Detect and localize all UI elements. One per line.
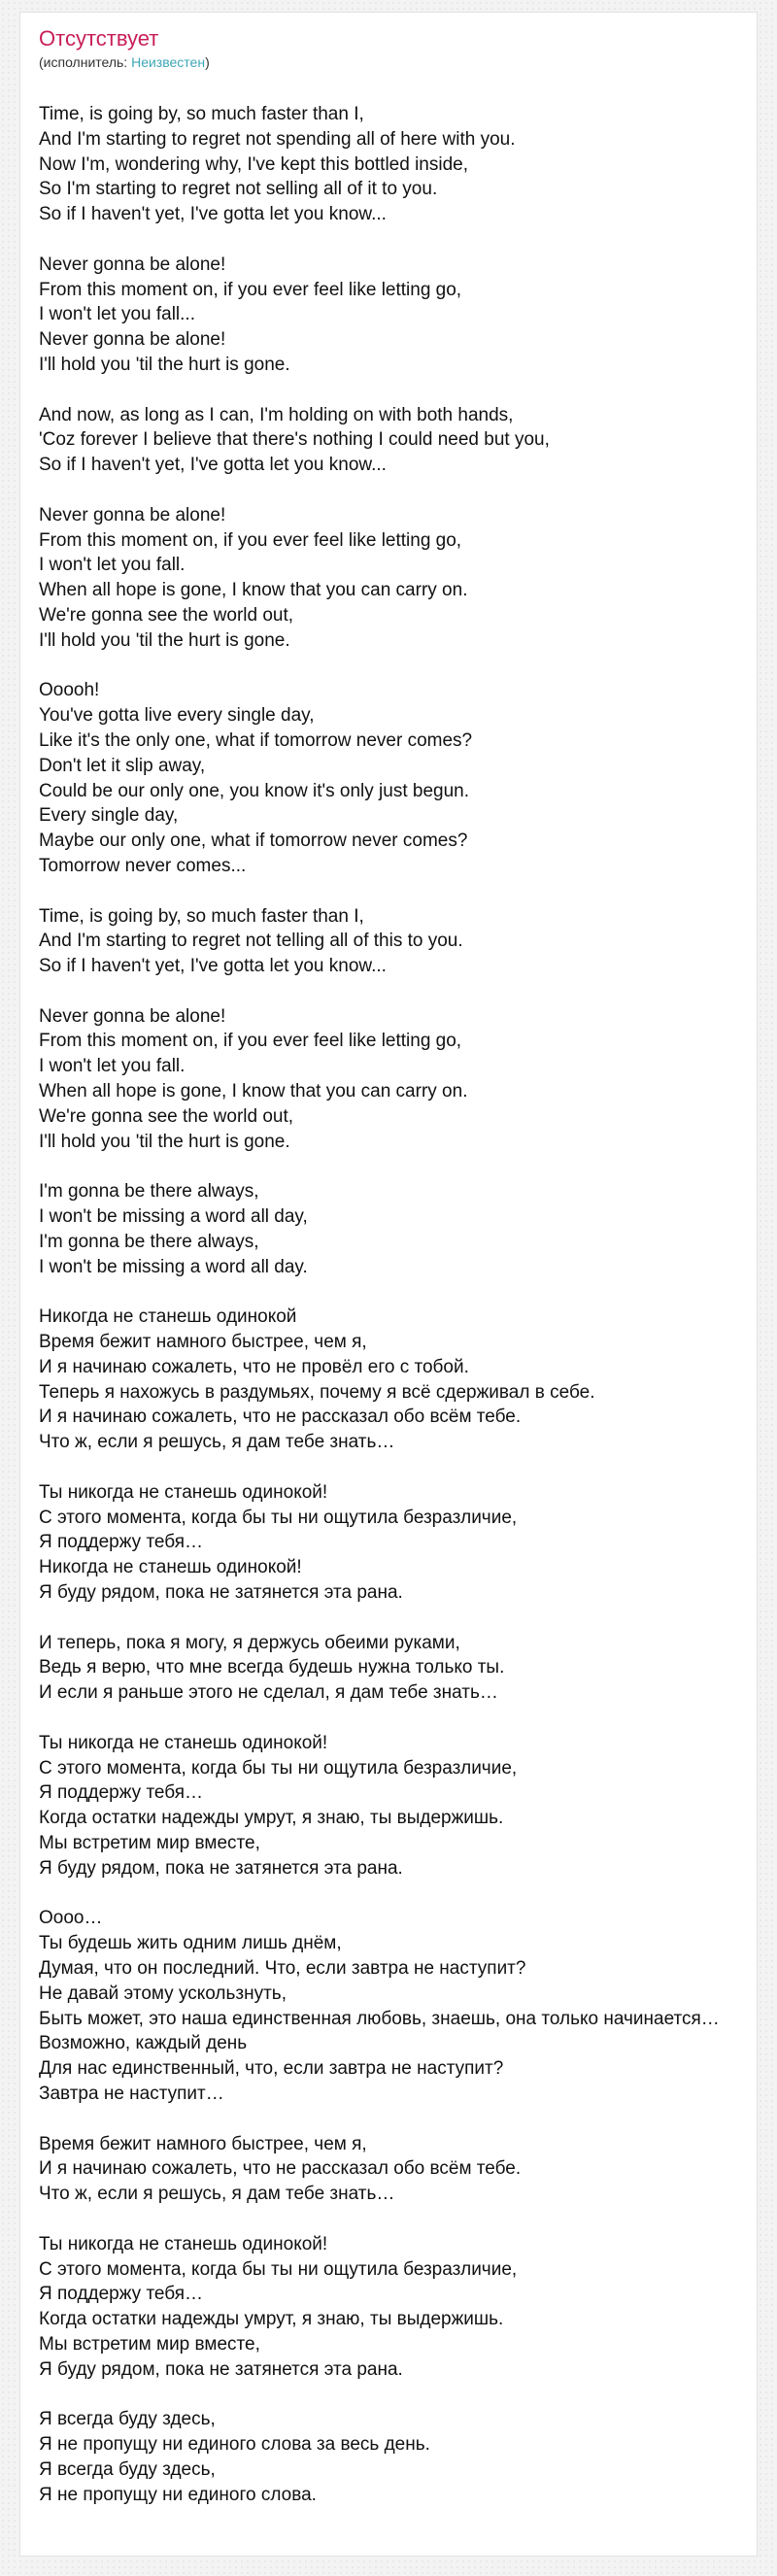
lyric-line: And now, as long as I can, I'm holding on with both hands, [39,404,514,425]
lyric-line: Когда остатки надежды умрут, я знаю, ты выдержишь. [39,2309,504,2330]
lyric-line: Я не пропущу ни единого слова. [39,2484,317,2505]
lyric-line: From this moment on, if you ever feel like letting go, [39,1031,462,1052]
lyric-line: Время бежит намного быстрее, чем я, [39,1332,367,1353]
lyric-line: Мы встретим мир вместе, [39,2333,260,2355]
lyric-line: From this moment on, if you ever feel like letting go, [39,529,462,551]
lyric-line: I won't let you fall... [39,304,195,325]
lyrics-card [19,12,758,2557]
lyric-line: Ты никогда не станешь одинокой! [39,1732,328,1753]
lyric-line: Ведь я верю, что мне всегда будешь нужна только ты. [39,1657,505,1678]
lyric-line: When all hope is gone, I know that you can carry on. [39,580,468,601]
stanza [39,1305,749,1455]
lyric-line: Я всегда буду здесь, [39,2458,216,2480]
stanza [39,253,749,378]
lyric-line: I won't be missing a word all day. [39,1256,308,1277]
stanza [39,2232,749,2383]
lyric-line: Could be our only one, you know it's only just begun. [39,780,470,801]
artist-line [39,53,757,71]
lyric-line: Оооо… [39,1908,103,1929]
stanza [39,1631,749,1706]
lyric-line: Возможно, каждый день [39,2033,248,2054]
lyric-line: I'll hold you 'til the hurt is gone. [39,354,290,375]
stanza [39,1004,749,1155]
stanza [39,1906,749,2106]
lyric-line: Ooooh! [39,680,100,701]
lyric-line: Never gonna be alone! [39,504,226,525]
artist-link[interactable]: Неизвестен [131,54,206,70]
artist-close: ) [205,54,210,70]
lyric-line: Когда остатки надежды умрут, я знаю, ты выдержишь. [39,1808,504,1829]
lyric-line: Никогда не станешь одинокой [39,1306,297,1328]
lyric-line: Завтра не наступит… [39,2083,224,2104]
lyric-line: I'll hold you 'til the hurt is gone. [39,1131,290,1152]
lyric-line: Ты никогда не станешь одинокой! [39,1481,328,1503]
lyric-line: So I'm starting to regret not selling all of it to you. [39,179,438,200]
stanza [39,2407,749,2507]
stanza [39,1731,749,1881]
lyric-line: And I'm starting to regret not telling all of this to you. [39,931,463,952]
lyric-line: You've gotta live every single day, [39,705,315,727]
lyric-line: Я всегда буду здесь, [39,2409,216,2430]
lyric-line: Я буду рядом, пока не затянется эта рана. [39,1857,403,1879]
lyric-line: And I'm starting to regret not spending all of here with you. [39,128,516,150]
lyric-line: Мы встретим мир вместе, [39,1832,260,1853]
lyric-line: Я поддержу тебя… [39,2284,204,2305]
stanza [39,2132,749,2207]
lyric-line: Never gonna be alone! [39,1005,226,1027]
lyric-line: Time, is going by, so much faster than I, [39,104,364,124]
lyric-line: Быть может, это наша единственная любовь, знаешь, она только начинается… [39,2008,720,2029]
lyric-line: Tomorrow never comes... [39,855,247,876]
lyric-line: И я начинаю сожалеть, что не провёл его с тобой. [39,1356,469,1377]
lyric-line: Думая, что он последний. Что, если завтра не наступит? [39,1957,526,1979]
lyric-line: Never gonna be alone! [39,254,226,275]
lyric-line: I'll hold you 'til the hurt is gone. [39,629,290,651]
lyric-line: Я буду рядом, пока не затянется эта рана. [39,1582,403,1604]
artist-label: (исполнитель: [39,54,132,70]
lyric-line: Ты никогда не станешь одинокой! [39,2233,328,2254]
lyric-line: С этого момента, когда бы ты ни ощутила безразличие, [39,1507,518,1528]
song-header [39,24,757,71]
lyric-line: 'Coz forever I believe that there's nothing I could need but you, [39,429,550,451]
stanza [39,102,749,227]
lyric-line: С этого момента, когда бы ты ни ощутила безразличие, [39,2258,518,2280]
lyric-line: We're gonna see the world out, [39,604,294,626]
lyric-line: I won't be missing a word all day, [39,1206,308,1228]
stanza [39,678,749,878]
lyric-line: I won't let you fall. [39,555,186,576]
lyric-line: И теперь, пока я могу, я держусь обеими руками, [39,1632,460,1653]
lyric-line: I'm gonna be there always, [39,1231,259,1252]
lyric-line: Я буду рядом, пока не затянется эта рана. [39,2358,403,2380]
lyric-line: Я поддержу тебя… [39,1782,204,1804]
stanza [39,403,749,478]
lyric-line: Now I'm, wondering why, I've kept this bottled inside, [39,153,469,175]
lyric-line: Что ж, если я решусь, я дам тебе знать… [39,2184,395,2205]
stanza [39,503,749,654]
lyric-line: Like it's the only one, what if tomorrow never comes? [39,729,473,751]
lyric-line: When all hope is gone, I know that you can carry on. [39,1081,468,1102]
stanza [39,904,749,979]
lyric-line: Никогда не станешь одинокой! [39,1557,302,1578]
lyric-line: Для нас единственный, что, если завтра не наступит? [39,2058,504,2080]
lyric-line: I'm gonna be there always, [39,1181,259,1203]
lyric-line: Не давай этому ускользнуть, [39,1983,287,2004]
song-title: Отсутствует [39,26,159,51]
stanza [39,1179,749,1279]
lyric-line: So if I haven't yet, I've gotta let you know... [39,204,387,225]
stanza [39,1480,749,1606]
lyric-line: С этого момента, когда бы ты ни ощутила безразличие, [39,1757,518,1779]
lyric-line: И если я раньше этого не сделал, я дам тебе знать… [39,1682,498,1704]
lyric-line: So if I haven't yet, I've gotta let you know... [39,956,387,977]
lyric-line: So if I haven't yet, I've gotta let you know... [39,455,387,476]
lyric-line: Теперь я нахожусь в раздумьях, почему я всё сдерживал в себе. [39,1381,595,1403]
lyrics-body [39,102,749,2532]
lyric-line: I won't let you fall. [39,1056,186,1077]
lyric-line: We're gonna see the world out, [39,1105,294,1127]
lyric-line: Ты будешь жить одним лишь днём, [39,1933,342,1954]
lyric-line: Время бежит намного быстрее, чем я, [39,2133,367,2154]
lyric-line: И я начинаю сожалеть, что не рассказал обо всём тебе. [39,1407,522,1428]
lyric-line: From this moment on, if you ever feel like letting go, [39,279,462,300]
lyric-line: Maybe our only one, what if tomorrow never comes? [39,830,468,852]
lyric-line: И я начинаю сожалеть, что не рассказал обо всём тебе. [39,2158,522,2180]
lyric-line: Time, is going by, so much faster than I, [39,905,364,927]
lyric-line: Я поддержу тебя… [39,1532,204,1553]
lyric-line: Never gonna be alone! [39,329,226,351]
lyric-line: Я не пропущу ни единого слова за весь день. [39,2434,430,2456]
lyric-line: Don't let it slip away, [39,755,206,776]
lyric-line: Every single day, [39,805,179,827]
lyric-line: Что ж, если я решусь, я дам тебе знать… [39,1432,395,1453]
